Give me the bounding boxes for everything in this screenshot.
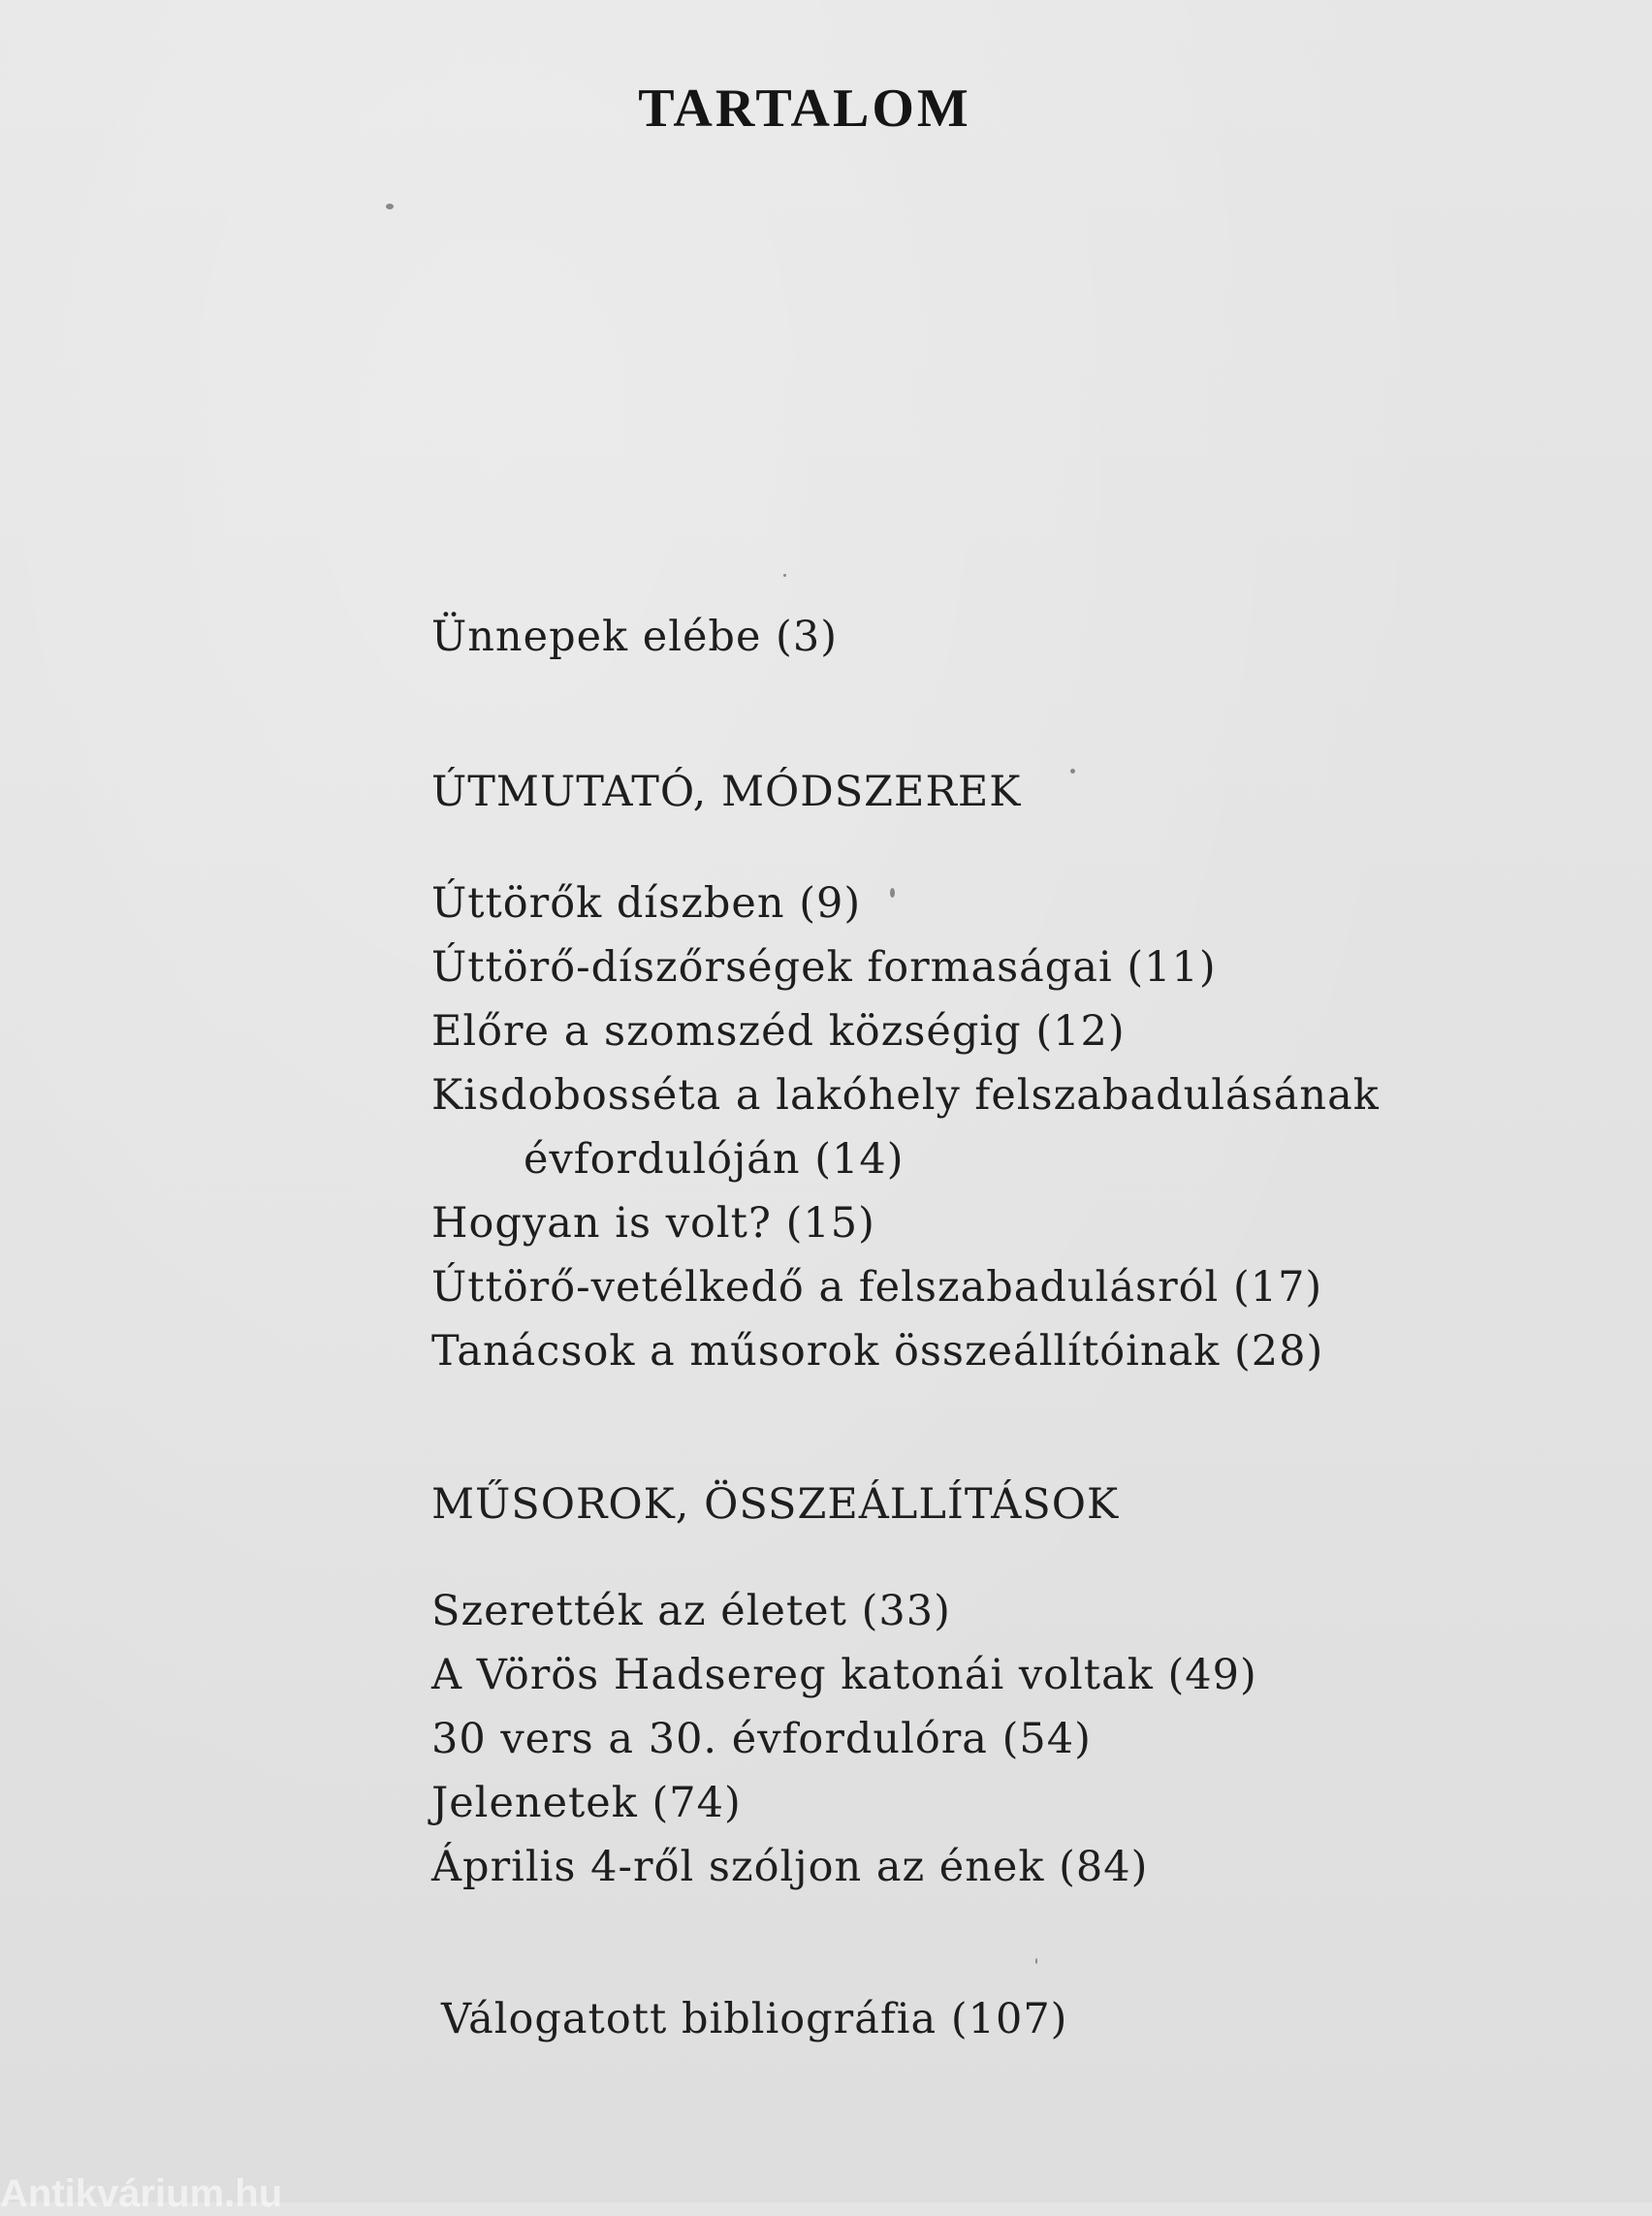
toc-entry: Úttörők díszben (9)	[431, 879, 862, 928]
toc-entry: Úttörő-vetélkedő a felszabadulásról (17)	[431, 1263, 1323, 1312]
paper-speck	[1070, 769, 1075, 774]
paper-speck	[890, 888, 895, 898]
toc-entry: Hogyan is volt? (15)	[431, 1199, 875, 1248]
toc-entry: Jelenetek (74)	[431, 1779, 742, 1827]
watermark: Antikvárium.hu	[0, 2172, 283, 2215]
toc-entry: Április 4-ről szóljon az ének (84)	[431, 1843, 1149, 1891]
toc-entry: Úttörő-díszőrségek formaságai (11)	[431, 943, 1217, 992]
toc-entry-continuation: évfordulóján (14)	[524, 1135, 905, 1184]
toc-entry: Tanácsok a műsorok összeállítóinak (28)	[431, 1327, 1324, 1376]
toc-entry: 30 vers a 30. évfordulóra (54)	[431, 1715, 1092, 1763]
toc-entry-bibliography: Válogatott bibliográfia (107)	[441, 1995, 1068, 2043]
paper-speck	[783, 574, 786, 577]
toc-entry: Kisdobosséta a lakóhely felszabadulásának	[431, 1071, 1380, 1120]
toc-entry: Szerették az életet (33)	[431, 1587, 951, 1635]
toc-entry: A Vörös Hadsereg katonái voltak (49)	[431, 1651, 1257, 1699]
section-heading-2: MŰSOROK, ÖSSZEÁLLÍTÁSOK	[431, 1480, 1120, 1529]
paper-speck	[1035, 1958, 1037, 1964]
page-title: TARTALOM	[638, 79, 971, 139]
toc-entry: Előre a szomszéd községig (12)	[431, 1007, 1126, 1056]
toc-entry-intro: Ünnepek elébe (3)	[431, 613, 838, 661]
section-heading-1: ÚTMUTATÓ, MÓDSZEREK	[431, 768, 1022, 816]
paper-speck	[386, 204, 394, 209]
